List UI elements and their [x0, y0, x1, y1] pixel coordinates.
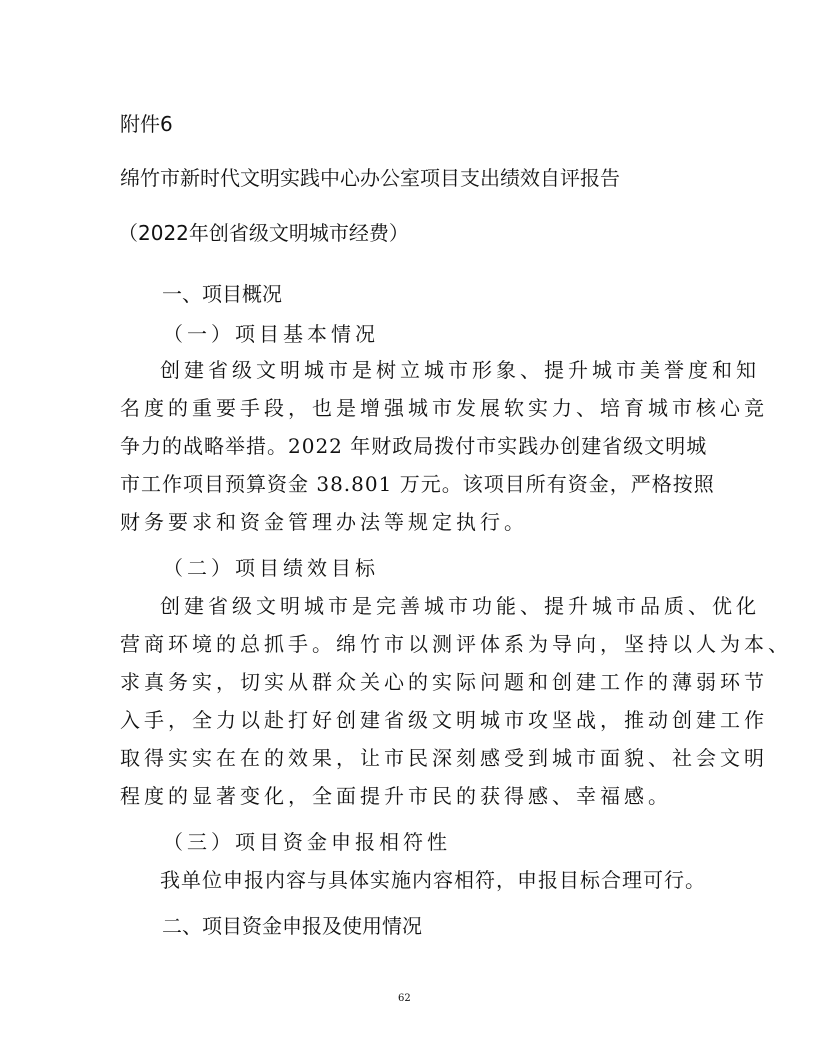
paragraph-line: 争力的战略举措。2022 年财政局拨付市实践办创建省级文明城: [120, 434, 708, 458]
paragraph-line: 求真务实，切实从群众关心的实际问题和创建工作的薄弱环节: [120, 670, 768, 694]
paragraph-line: 入手，全力以赴打好创建省级文明城市攻坚战，推动创建工作: [120, 708, 768, 732]
paragraph-line: 营商环境的总抓手。绵竹市以测评体系为导向，坚持以人为本、: [120, 632, 792, 656]
paragraph-line: 创建省级文明城市是完善城市功能、提升城市品质、优化: [160, 594, 760, 618]
paragraph-line: 取得实实在在的效果，让市民深刻感受到城市面貌、社会文明: [120, 746, 768, 770]
annex-label: 附件6: [120, 112, 173, 136]
paragraph-line: 市工作项目预算资金 38.801 万元。该项目所有资金，严格按照: [120, 472, 715, 496]
page-number: 62: [398, 993, 411, 1004]
paragraph-line: 创建省级文明城市是树立城市形象、提升城市美誉度和知: [160, 358, 760, 382]
subsection-heading-performance-goals: （二）项目绩效目标: [163, 556, 379, 580]
section-heading-funding-usage: 二、项目资金申报及使用情况: [162, 914, 422, 938]
paragraph-line: 财务要求和资金管理办法等规定执行。: [120, 510, 528, 534]
subsection-heading-basic-info: （一）项目基本情况: [163, 322, 379, 346]
report-title: 绵竹市新时代文明实践中心办公室项目支出绩效自评报告: [120, 166, 620, 190]
section-heading-overview: 一、项目概况: [162, 282, 282, 306]
report-subtitle: （2022年创省级文明城市经费）: [118, 221, 409, 245]
paragraph-line: 我单位申报内容与具体实施内容相符，申报目标合理可行。: [160, 868, 706, 892]
subsection-heading-funding-consistency: （三）项目资金申报相符性: [163, 830, 451, 854]
paragraph-line: 程度的显著变化，全面提升市民的获得感、幸福感。: [120, 784, 672, 808]
paragraph-line: 名度的重要手段，也是增强城市发展软实力、培育城市核心竞: [120, 396, 768, 420]
